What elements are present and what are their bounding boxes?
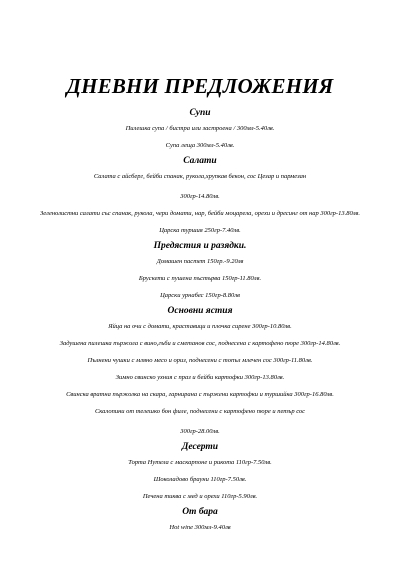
- menu-item: [18, 390, 382, 399]
- section-heading-main-courses: Основни ястия: [167, 306, 233, 316]
- menu-item-text: Печена тиква с мед и орехи 110гр-5.90лв.: [142, 493, 258, 500]
- menu-item-text: Яйца на очи с домати, краставици и плочка сирене 300гр-10.80лв.: [108, 323, 292, 330]
- menu-item: [18, 124, 382, 133]
- menu-item: [18, 291, 382, 300]
- menu-item-text: Скалопини от телешко бон филе, поднесени с картофено пюре и петър сос: [94, 408, 306, 415]
- menu-item: [18, 492, 382, 501]
- menu-item-text: Брускети с пушена пъстърва 150гр-11.80лв.: [138, 275, 262, 282]
- menu-item-price: 300гр-14.80лв.: [180, 193, 220, 200]
- menu-content: [18, 102, 382, 540]
- menu-item-text: Шоколадово брауни 110гр-7.50лв.: [153, 476, 247, 483]
- menu-item: [18, 257, 382, 266]
- menu-item-text: Hot wine 300мл-9.40лв: [169, 524, 231, 531]
- menu-item: [18, 475, 382, 484]
- menu-item: [18, 458, 382, 467]
- menu-item: [18, 141, 382, 150]
- menu-item: [18, 407, 382, 436]
- menu-item-text: Свинска вратна пържолка на скара, гарнирана с пържени картофки и туршийка 300гр-16.80лв.: [66, 391, 334, 398]
- menu-item-text: Зимно свинско ухния с праз и бейби картофки 300гр-13.80лв.: [115, 374, 285, 381]
- menu-item-text: Салата с айсберг, бейби спанак, рукола,хрупкав бекон, сос Цезар и пармезан: [93, 173, 307, 180]
- menu-item: [18, 209, 382, 218]
- menu-item-text: Царски урнабес 150гр-8.80лв: [160, 292, 240, 299]
- menu-item-price: 300гр-28.00лв.: [180, 428, 220, 435]
- menu-item-text: Домашен пастет 150гр.-9.20лв: [156, 258, 244, 265]
- section-heading-starters: Предястия и разядки.: [153, 241, 247, 251]
- section-heading-soups: Супи: [189, 108, 211, 118]
- menu-item: [18, 172, 382, 201]
- menu-item-text: Пилешка супа / бистра или застроена / 300мл-5.40лв.: [125, 125, 275, 132]
- menu-item: [18, 373, 382, 382]
- menu-item-text: Задушена пилешка пържола с вино,гъби и сметанов сос, поднесена с картофено пюре 300гр-14.80лв.: [59, 340, 341, 347]
- section-heading-bar: От бара: [182, 507, 218, 517]
- menu-item-text: Пълнени чушки с мляно месо и ориз, поднесени с топъл млечен сос 300гр-11.80лв.: [87, 357, 313, 364]
- section-heading-desserts: Десерти: [181, 442, 219, 452]
- menu-item-text: Царска туршия 250гр-7.40лв.: [159, 227, 241, 234]
- menu-item: [18, 339, 382, 348]
- menu-item-text: Торта Нутела с маскарпоне и рикота 110гр-7.50лв.: [128, 459, 272, 466]
- menu-item: [18, 274, 382, 283]
- menu-item-text: Супа леща 300мл-5.40лв.: [165, 142, 235, 149]
- menu-item: [18, 226, 382, 235]
- menu-item: [18, 322, 382, 331]
- menu-item-text: Зеленолистни салати със спанак, рукола, чери домати, нар, бейби моцарела, орехи и дресинг от нар 300гр-13.80лв.: [40, 210, 360, 217]
- page-title: ДНЕВНИ ПРЕДЛОЖЕНИЯ: [66, 74, 334, 98]
- menu-item: [18, 356, 382, 365]
- section-heading-salads: Салати: [183, 156, 217, 166]
- menu-item: [18, 523, 382, 532]
